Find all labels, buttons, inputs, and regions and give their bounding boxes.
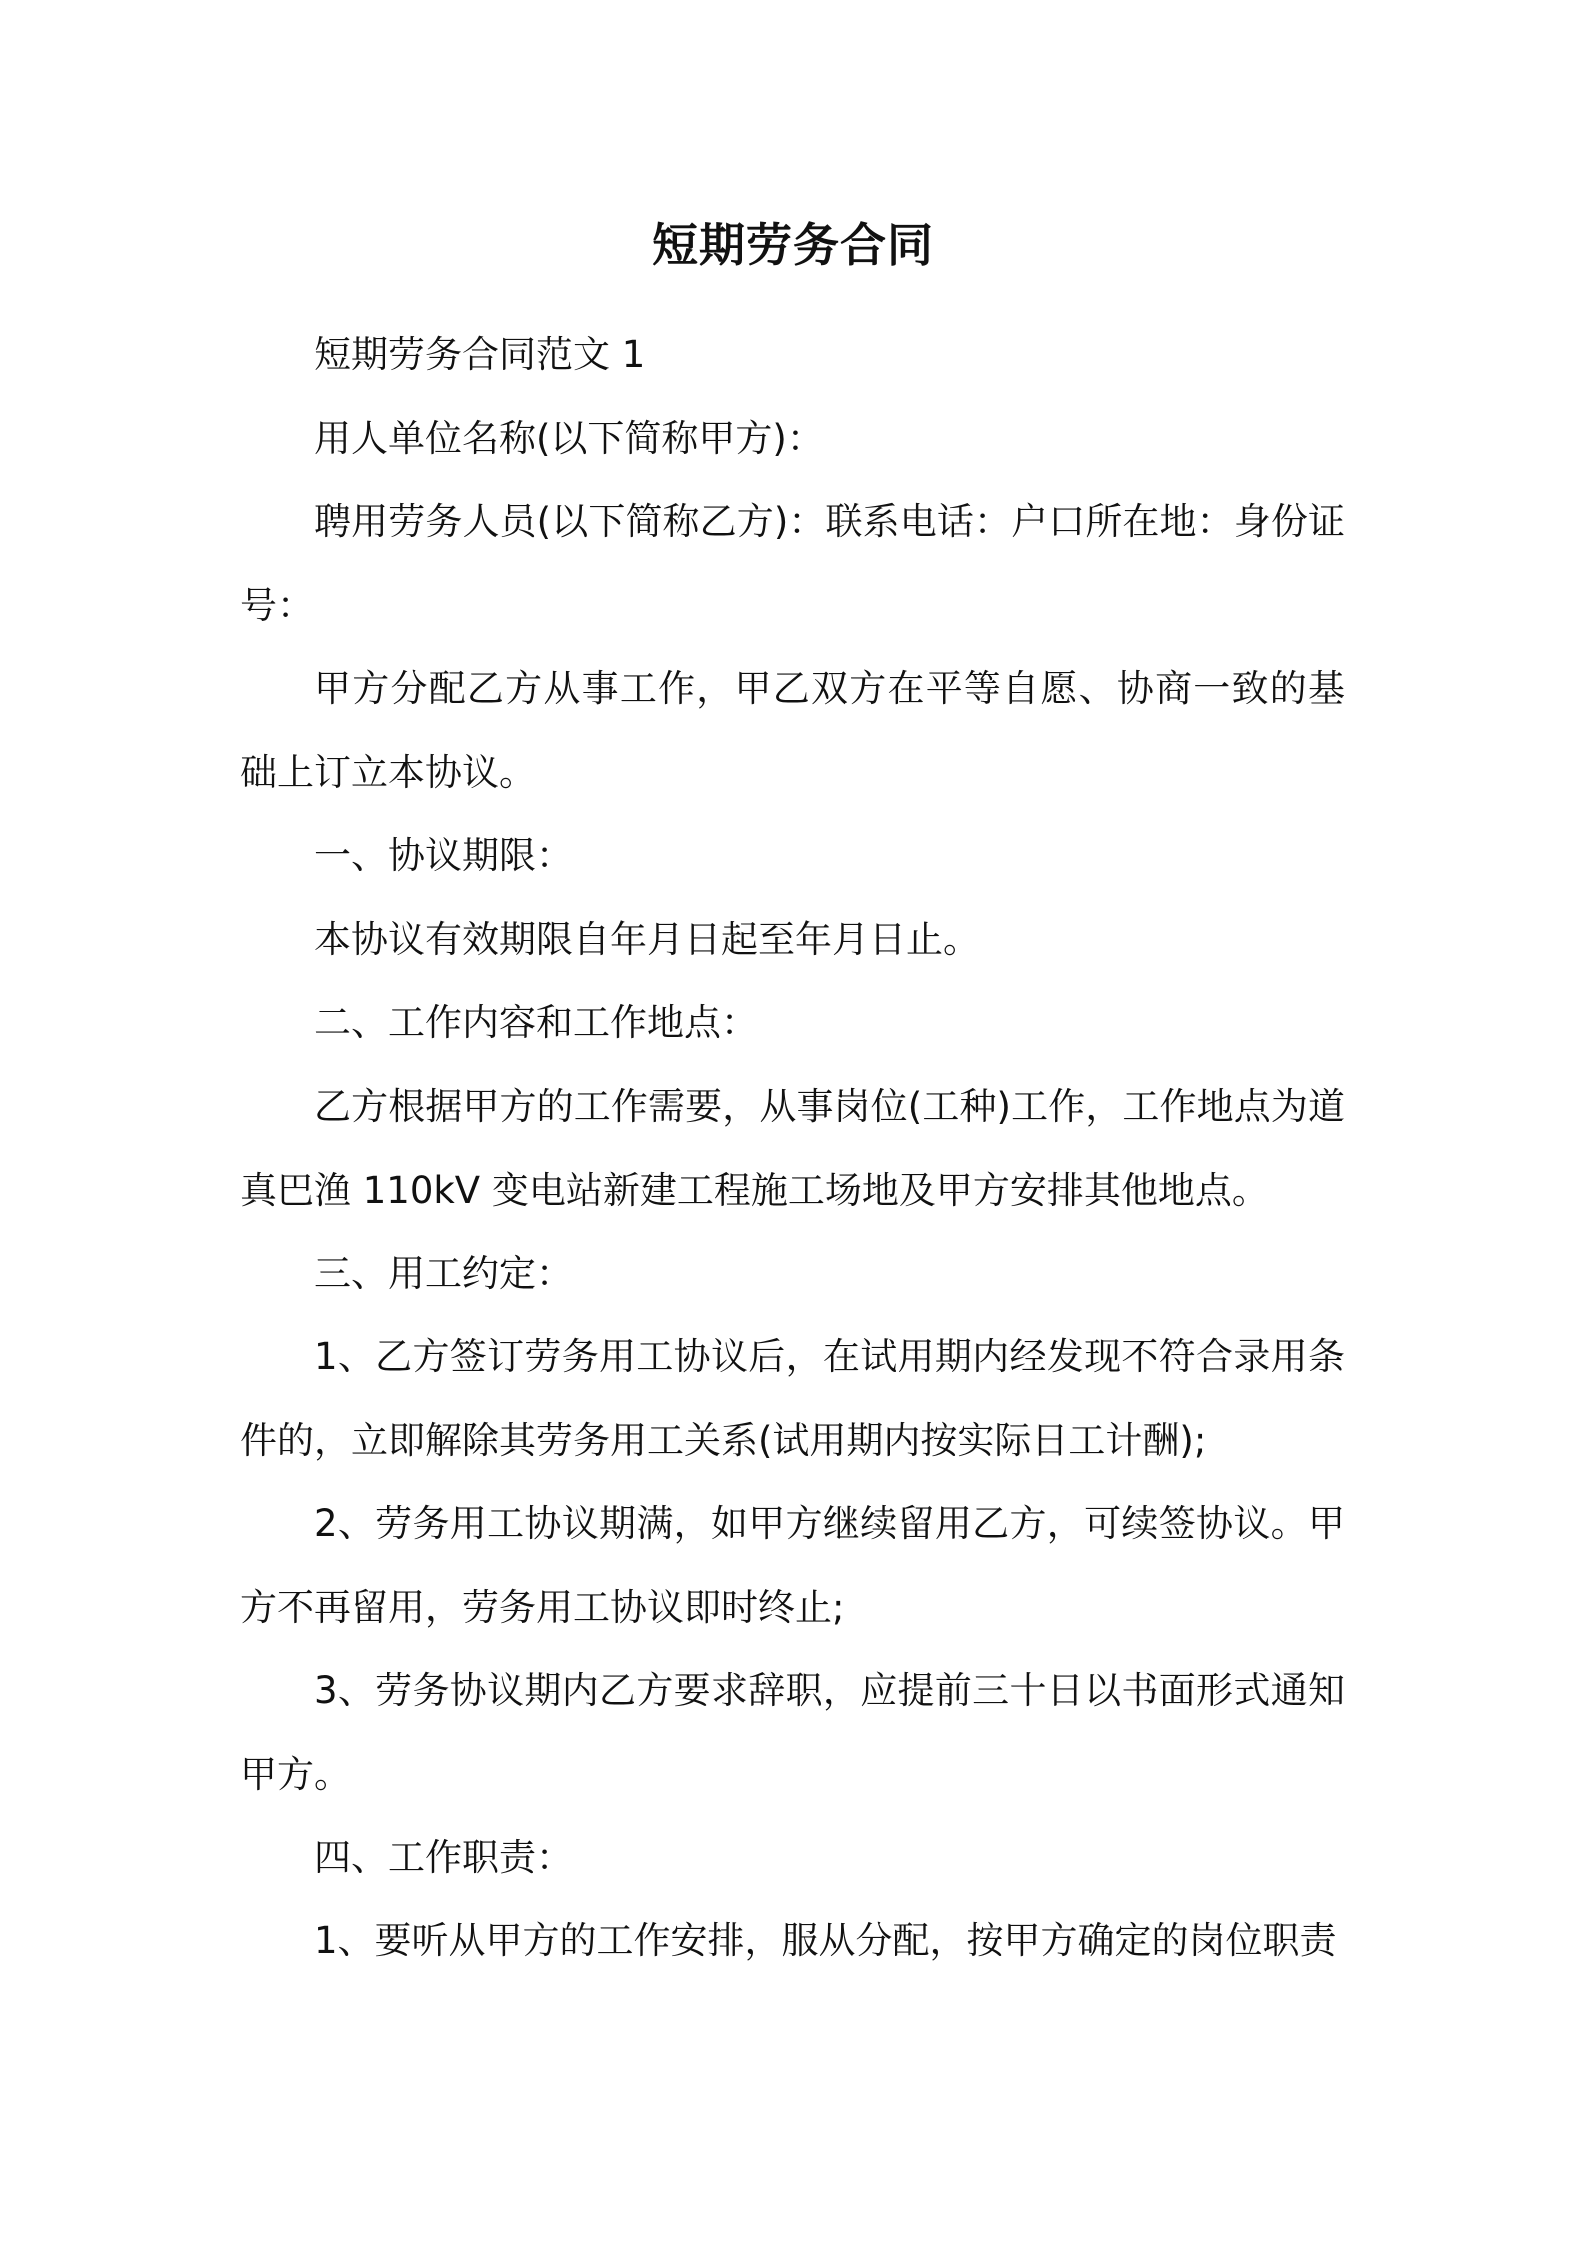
paragraph-term-item-3: 3、劳务协议期内乙方要求辞职，应提前三十日以书面形式通知甲方。 xyxy=(240,1669,1345,1796)
section-heading-term: 一、协议期限： xyxy=(314,834,573,877)
paragraph-work-content: 乙方根据甲方的工作需要，从事岗位(工种)工作，工作地点为道真巴渔 110kV 变电站新建工程施工场地及甲方安排其他地点。 xyxy=(240,1085,1345,1212)
document-title: 短期劳务合同 xyxy=(652,218,934,272)
paragraph-employee-info: 聘用劳务人员(以下简称乙方)：联系电话：户口所在地：身份证号： xyxy=(240,500,1345,627)
section-heading-employment-terms: 三、用工约定： xyxy=(314,1252,573,1295)
paragraph-sample-heading: 短期劳务合同范文 1 xyxy=(314,333,646,376)
paragraph-term-item-2: 2、劳务用工协议期满，如甲方继续留用乙方，可续签协议。甲方不再留用，劳务用工协议即时终止; xyxy=(240,1502,1345,1629)
section-heading-duties: 四、工作职责： xyxy=(314,1836,573,1879)
section-heading-work-content: 二、工作内容和工作地点： xyxy=(314,1001,758,1044)
paragraph-duty-item-1: 1、要听从甲方的工作安排，服从分配，按甲方确定的岗位职责 xyxy=(314,1919,1337,1962)
paragraph-term: 本协议有效期限自年月日起至年月日止。 xyxy=(314,918,980,961)
paragraph-term-item-1: 1、乙方签订劳务用工协议后，在试用期内经发现不符合录用条件的，立即解除其劳务用工关系(试用期内按实际日工计酬); xyxy=(240,1335,1345,1462)
paragraph-preamble: 甲方分配乙方从事工作，甲乙双方在平等自愿、协商一致的基础上订立本协议。 xyxy=(240,667,1345,794)
paragraph-employer-name: 用人单位名称(以下简称甲方)： xyxy=(314,417,824,460)
